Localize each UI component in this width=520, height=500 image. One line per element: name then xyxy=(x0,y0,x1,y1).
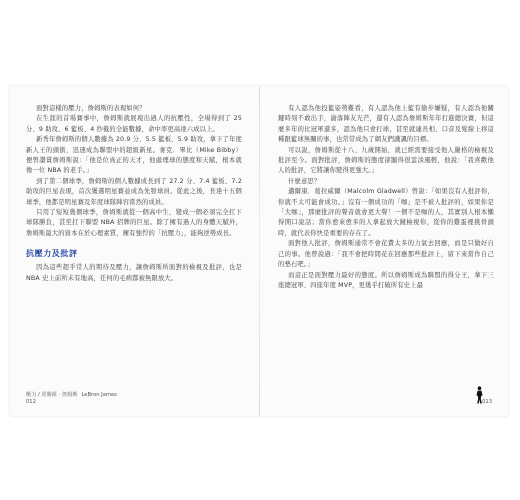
section-heading: 抗壓力及批評 xyxy=(26,249,78,259)
paragraph: 面對這樣的壓力，詹姆斯的表現如何？ xyxy=(36,105,146,112)
paragraph: 可以說，詹姆斯從十八、九歲開始，就已經需要接受他人嚴格的檢視及批評至今。面對批評，詹姆斯的態度卻顯得很雲淡風輕，他說：「我喜歡他人的批評，它將讓你變得更強大。」 xyxy=(278,146,494,175)
page-footer-left xyxy=(26,392,117,406)
paragraph: 只用了短短幾個球季，詹姆斯就從一個高中生，變成一個必須完全扛下球隊勝負，甚至扛下聯盟 NBA 招牌的巨星。除了擁有過人的身體天賦外，詹姆斯最大的資本在於心理素質，擁有強悍的「抗壓力」，能夠逆勢成長。 xyxy=(26,209,242,237)
running-header-title: 壓力 / 常勝組 · 詹姆斯 xyxy=(26,392,78,398)
left-page-body xyxy=(26,104,242,284)
paragraph: 什麼意思？ xyxy=(288,177,321,185)
paragraph: 在生涯的首場賽事中，詹姆斯就展現出過人的抗壓性，全場得到了 25 分、9 助攻、6 籃板、4 抄截的全能數據，命中率更高達六成以上。 xyxy=(26,115,242,133)
page-footer-right xyxy=(482,399,492,406)
paragraph: 而這正是面對壓力最好的態度。所以詹姆斯成為聯盟的得分王，拿下三座總冠軍、四座年度 MVP，更幾乎打破所有史上最 xyxy=(278,271,494,289)
paragraph: 有人認為他投籃姿勢難看，有人認為他上籃有偷步嫌疑，有人認為他關鍵時刻不敢出手，淪落陣友光芒，還有人認為詹姆斯年年打進總決賽，但這麼多年的比冠軍還多，認為他只會打球，甚至就連長相、口音及髮線上移這種跟籃球無關的事，也常常成為了網友們譏諷的目標。 xyxy=(278,105,494,144)
page-number: 012 xyxy=(26,399,36,405)
paragraph: 邁爾康．葛拉威爾（Malcolm Gladwell）曾說：「如果沒有人批評你，你就不太可能會成功。」沒有一個成功的「咖」是不被人批評的，如果你是「大咖」，那麼批評的聲音就會更大聲！一個不是咖的人，其實別人根本懶得開口說話；當你愈來愈多的人拿起放大鏡檢視你，從你的雞蛋裡挑骨頭時，就代表你快是重要的存在了。 xyxy=(278,188,494,237)
right-page-body xyxy=(278,104,494,291)
book-spread xyxy=(10,86,508,416)
paragraph: 到了第二個球季，詹姆斯的個人數據成長到了 27.2 分、7.4 籃板、7.2 助攻的巨星表現，首次獲選明星賽並成為先發球員。從此之後，長達十五個球季，他都是明星賽及年度球隊陣容當然的成員。 xyxy=(26,177,242,206)
right-page xyxy=(260,86,508,416)
paragraph: 新秀年詹姆斯的個人數據為 20.9 分、5.5 籃板、5.9 助攻，拿下了年度新人王的頭銜，迅速成為聯盟中的超級新星。麥克．畢比（Mike Bibby）便曾讚賞詹姆斯說：「他是位真正的天才，他處理球的態度和天賦，根本就像一位 NBA 的老手。」 xyxy=(26,136,242,175)
running-header-english: LeBron James xyxy=(81,392,117,398)
page-number: 013 xyxy=(482,399,492,405)
paragraph: 因為這些超乎常人的期待及壓力，讓詹姆斯所面對的檢視及批評，也是 NBA 史上前所未有地高，任何的毛病都被無限放大。 xyxy=(26,264,242,282)
left-page xyxy=(10,86,259,416)
paragraph: 面對他人批評，詹姆斯通常不會花費太多的力氣去回應，而是只做好自己的事。他曾說過：「我不會把時間花在回應那些批評上，留下來當作自己的墊石吧。」 xyxy=(278,240,494,269)
running-header xyxy=(26,392,117,399)
